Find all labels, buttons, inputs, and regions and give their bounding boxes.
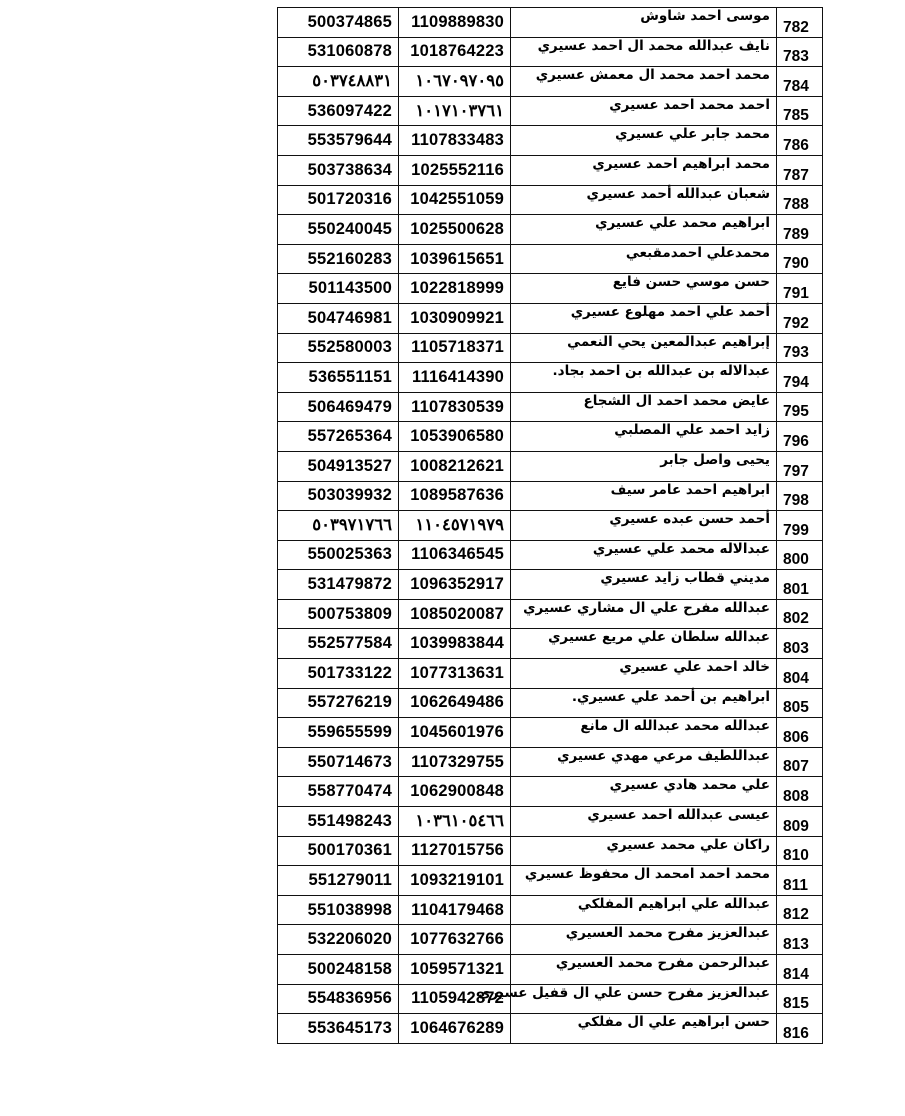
name-cell: ابراهيم بن أحمد علي عسيري. — [511, 688, 777, 718]
table-row — [278, 274, 823, 304]
id-number-cell: 1053906580 — [399, 422, 511, 452]
row-number-cell: 815 — [777, 984, 823, 1014]
id-number-cell: ١١٠٤٥٧١٩٧٩ — [399, 511, 511, 541]
row-number-cell: 806 — [777, 718, 823, 748]
table-row — [278, 67, 823, 97]
names-table-body — [278, 8, 823, 1044]
phone-cell: 557265364 — [278, 422, 399, 452]
row-number-cell: 787 — [777, 155, 823, 185]
phone-cell: 551038998 — [278, 895, 399, 925]
row-number-cell: 784 — [777, 67, 823, 97]
table-row — [278, 244, 823, 274]
table-row — [278, 984, 823, 1014]
table-row — [278, 659, 823, 689]
name-cell: يحيى واصل جابر — [511, 451, 777, 481]
phone-cell: 500753809 — [278, 599, 399, 629]
name-cell: عبدالرحمن مفرح محمد العسيري — [511, 955, 777, 985]
id-number-cell: 1030909921 — [399, 303, 511, 333]
id-number-cell: 1042551059 — [399, 185, 511, 215]
row-number-cell: 796 — [777, 422, 823, 452]
name-cell: مديني قطاب زايد عسيري — [511, 570, 777, 600]
name-cell: عيسى عبدالله احمد عسيري — [511, 807, 777, 837]
id-number-cell: 1018764223 — [399, 37, 511, 67]
id-number-cell: 1089587636 — [399, 481, 511, 511]
table-row — [278, 8, 823, 38]
name-cell: احمد محمد احمد عسيري — [511, 96, 777, 126]
table-row — [278, 895, 823, 925]
name-cell: محمد ابراهيم احمد عسيري — [511, 155, 777, 185]
name-cell: عبدالله محمد عبدالله ال مانع — [511, 718, 777, 748]
row-number-cell: 785 — [777, 96, 823, 126]
id-number-cell: 1105718371 — [399, 333, 511, 363]
table-row — [278, 718, 823, 748]
row-number-cell: 795 — [777, 392, 823, 422]
table-row — [278, 333, 823, 363]
id-number-cell: 1116414390 — [399, 363, 511, 393]
table-row — [278, 629, 823, 659]
phone-cell: 501143500 — [278, 274, 399, 304]
name-cell: ابراهيم محمد علي عسيري — [511, 215, 777, 245]
row-number-cell: 782 — [777, 8, 823, 38]
phone-cell: 500374865 — [278, 8, 399, 38]
name-cell: عايض محمد احمد ال الشجاع — [511, 392, 777, 422]
id-number-cell: 1059571321 — [399, 955, 511, 985]
id-number-cell: 1025500628 — [399, 215, 511, 245]
id-number-cell: 1077313631 — [399, 659, 511, 689]
row-number-cell: 789 — [777, 215, 823, 245]
table-row — [278, 570, 823, 600]
row-number-cell: 811 — [777, 866, 823, 896]
name-cell: عبدالله سلطان علي مريع عسيري — [511, 629, 777, 659]
phone-cell: 500170361 — [278, 836, 399, 866]
name-cell: علي محمد هادي عسيري — [511, 777, 777, 807]
phone-cell: 536551151 — [278, 363, 399, 393]
row-number-cell: 798 — [777, 481, 823, 511]
name-cell: عبدالله مفرح علي ال مشاري عسيري — [511, 599, 777, 629]
table-row — [278, 807, 823, 837]
phone-cell: ٥٠٣٧٤٨٨٣١ — [278, 67, 399, 97]
row-number-cell: 783 — [777, 37, 823, 67]
name-cell: عبدالاله بن عبدالله بن احمد بجاد. — [511, 363, 777, 393]
row-number-cell: 807 — [777, 747, 823, 777]
phone-cell: 551498243 — [278, 807, 399, 837]
table-row — [278, 422, 823, 452]
row-number-cell: 813 — [777, 925, 823, 955]
id-number-cell: 1107833483 — [399, 126, 511, 156]
table-row — [278, 481, 823, 511]
name-cell: أحمد علي احمد مهلوع عسيري — [511, 303, 777, 333]
table-row — [278, 688, 823, 718]
id-number-cell: 1107830539 — [399, 392, 511, 422]
table-row — [278, 451, 823, 481]
id-number-cell: 1045601976 — [399, 718, 511, 748]
id-number-cell: 1106346545 — [399, 540, 511, 570]
row-number-cell: 803 — [777, 629, 823, 659]
table-row — [278, 303, 823, 333]
row-number-cell: 816 — [777, 1014, 823, 1044]
id-number-cell: 1104179468 — [399, 895, 511, 925]
id-number-cell: 1025552116 — [399, 155, 511, 185]
name-cell: محمد جابر علي عسيري — [511, 126, 777, 156]
table-row — [278, 155, 823, 185]
id-number-cell: 1107329755 — [399, 747, 511, 777]
table-row — [278, 1014, 823, 1044]
name-cell: حسن موسي حسن فايع — [511, 274, 777, 304]
row-number-cell: 799 — [777, 511, 823, 541]
table-row — [278, 540, 823, 570]
id-number-cell: 1085020087 — [399, 599, 511, 629]
id-number-cell: 1039983844 — [399, 629, 511, 659]
phone-cell: 504913527 — [278, 451, 399, 481]
name-cell: محمدعلي احمدمقبعي — [511, 244, 777, 274]
table-row — [278, 363, 823, 393]
table-row — [278, 599, 823, 629]
name-cell: عبدالاله محمد علي عسيري — [511, 540, 777, 570]
id-number-cell: 1096352917 — [399, 570, 511, 600]
row-number-cell: 804 — [777, 659, 823, 689]
phone-cell: 551279011 — [278, 866, 399, 896]
phone-cell: 557276219 — [278, 688, 399, 718]
phone-cell: 552580003 — [278, 333, 399, 363]
row-number-cell: 801 — [777, 570, 823, 600]
phone-cell: 504746981 — [278, 303, 399, 333]
name-cell: محمد احمد امحمد ال محفوظ عسيري — [511, 866, 777, 896]
phone-cell: 501733122 — [278, 659, 399, 689]
table-row — [278, 955, 823, 985]
phone-cell: 503039932 — [278, 481, 399, 511]
row-number-cell: 802 — [777, 599, 823, 629]
row-number-cell: 808 — [777, 777, 823, 807]
name-cell: محمد احمد محمد ال معمش عسيري — [511, 67, 777, 97]
id-number-cell: 1039615651 — [399, 244, 511, 274]
name-cell: راكان علي محمد عسيري — [511, 836, 777, 866]
row-number-cell: 794 — [777, 363, 823, 393]
id-number-cell: 1077632766 — [399, 925, 511, 955]
table-row — [278, 747, 823, 777]
row-number-cell: 786 — [777, 126, 823, 156]
phone-cell: 536097422 — [278, 96, 399, 126]
name-cell: عبدالله علي ابراهيم المفلكي — [511, 895, 777, 925]
row-number-cell: 788 — [777, 185, 823, 215]
name-cell: شعبان عبدالله أحمد عسيري — [511, 185, 777, 215]
name-cell: عبدالعزيز مفرح محمد العسيري — [511, 925, 777, 955]
table-row — [278, 37, 823, 67]
name-cell: عبدالعزيز مفرح حسن علي ال قفيل عسيري — [511, 984, 777, 1014]
id-number-cell: 1127015756 — [399, 836, 511, 866]
id-number-cell: 1109889830 — [399, 8, 511, 38]
phone-cell: 532206020 — [278, 925, 399, 955]
phone-cell: 550240045 — [278, 215, 399, 245]
phone-cell: 552160283 — [278, 244, 399, 274]
row-number-cell: 812 — [777, 895, 823, 925]
table-row — [278, 96, 823, 126]
table-row — [278, 836, 823, 866]
id-number-cell: ١٠٦٧٠٩٧٠٩٥ — [399, 67, 511, 97]
name-cell: نايف عبدالله محمد ال احمد عسيري — [511, 37, 777, 67]
phone-cell: 506469479 — [278, 392, 399, 422]
name-cell: ابراهيم احمد عامر سيف — [511, 481, 777, 511]
id-number-cell: 1064676289 — [399, 1014, 511, 1044]
phone-cell: 501720316 — [278, 185, 399, 215]
table-row — [278, 777, 823, 807]
names-table — [277, 7, 823, 1044]
id-number-cell: 1008212621 — [399, 451, 511, 481]
phone-cell: 503738634 — [278, 155, 399, 185]
row-number-cell: 792 — [777, 303, 823, 333]
id-number-cell: 1022818999 — [399, 274, 511, 304]
phone-cell: 550025363 — [278, 540, 399, 570]
table-row — [278, 866, 823, 896]
table-row — [278, 925, 823, 955]
phone-cell: 531479872 — [278, 570, 399, 600]
table-row — [278, 126, 823, 156]
row-number-cell: 809 — [777, 807, 823, 837]
table-row — [278, 392, 823, 422]
name-cell: خالد احمد علي عسيري — [511, 659, 777, 689]
phone-cell: 553645173 — [278, 1014, 399, 1044]
row-number-cell: 797 — [777, 451, 823, 481]
name-cell: إبراهيم عبدالمعين يحي النعمي — [511, 333, 777, 363]
phone-cell: 553579644 — [278, 126, 399, 156]
row-number-cell: 793 — [777, 333, 823, 363]
phone-cell: 552577584 — [278, 629, 399, 659]
row-number-cell: 805 — [777, 688, 823, 718]
table-row — [278, 185, 823, 215]
id-number-cell: 1062649486 — [399, 688, 511, 718]
row-number-cell: 814 — [777, 955, 823, 985]
phone-cell: ٥٠٣٩٧١٧٦٦ — [278, 511, 399, 541]
id-number-cell: 1105942872 — [399, 984, 511, 1014]
name-cell: أحمد حسن عبده عسيري — [511, 511, 777, 541]
phone-cell: 500248158 — [278, 955, 399, 985]
name-cell: حسن ابراهيم علي ال مفلكي — [511, 1014, 777, 1044]
row-number-cell: 800 — [777, 540, 823, 570]
row-number-cell: 790 — [777, 244, 823, 274]
table-row — [278, 215, 823, 245]
name-cell: موسى احمد شاوش — [511, 8, 777, 38]
table-row — [278, 511, 823, 541]
phone-cell: 554836956 — [278, 984, 399, 1014]
name-cell: زايد احمد علي المصلبي — [511, 422, 777, 452]
row-number-cell: 791 — [777, 274, 823, 304]
id-number-cell: ١٠١٧١٠٣٧٦١ — [399, 96, 511, 126]
phone-cell: 550714673 — [278, 747, 399, 777]
row-number-cell: 810 — [777, 836, 823, 866]
id-number-cell: 1093219101 — [399, 866, 511, 896]
id-number-cell: 1062900848 — [399, 777, 511, 807]
phone-cell: 558770474 — [278, 777, 399, 807]
name-cell: عبداللطيف مرعي مهدي عسيري — [511, 747, 777, 777]
phone-cell: 559655599 — [278, 718, 399, 748]
phone-cell: 531060878 — [278, 37, 399, 67]
id-number-cell: ١٠٣٦١٠٥٤٦٦ — [399, 807, 511, 837]
